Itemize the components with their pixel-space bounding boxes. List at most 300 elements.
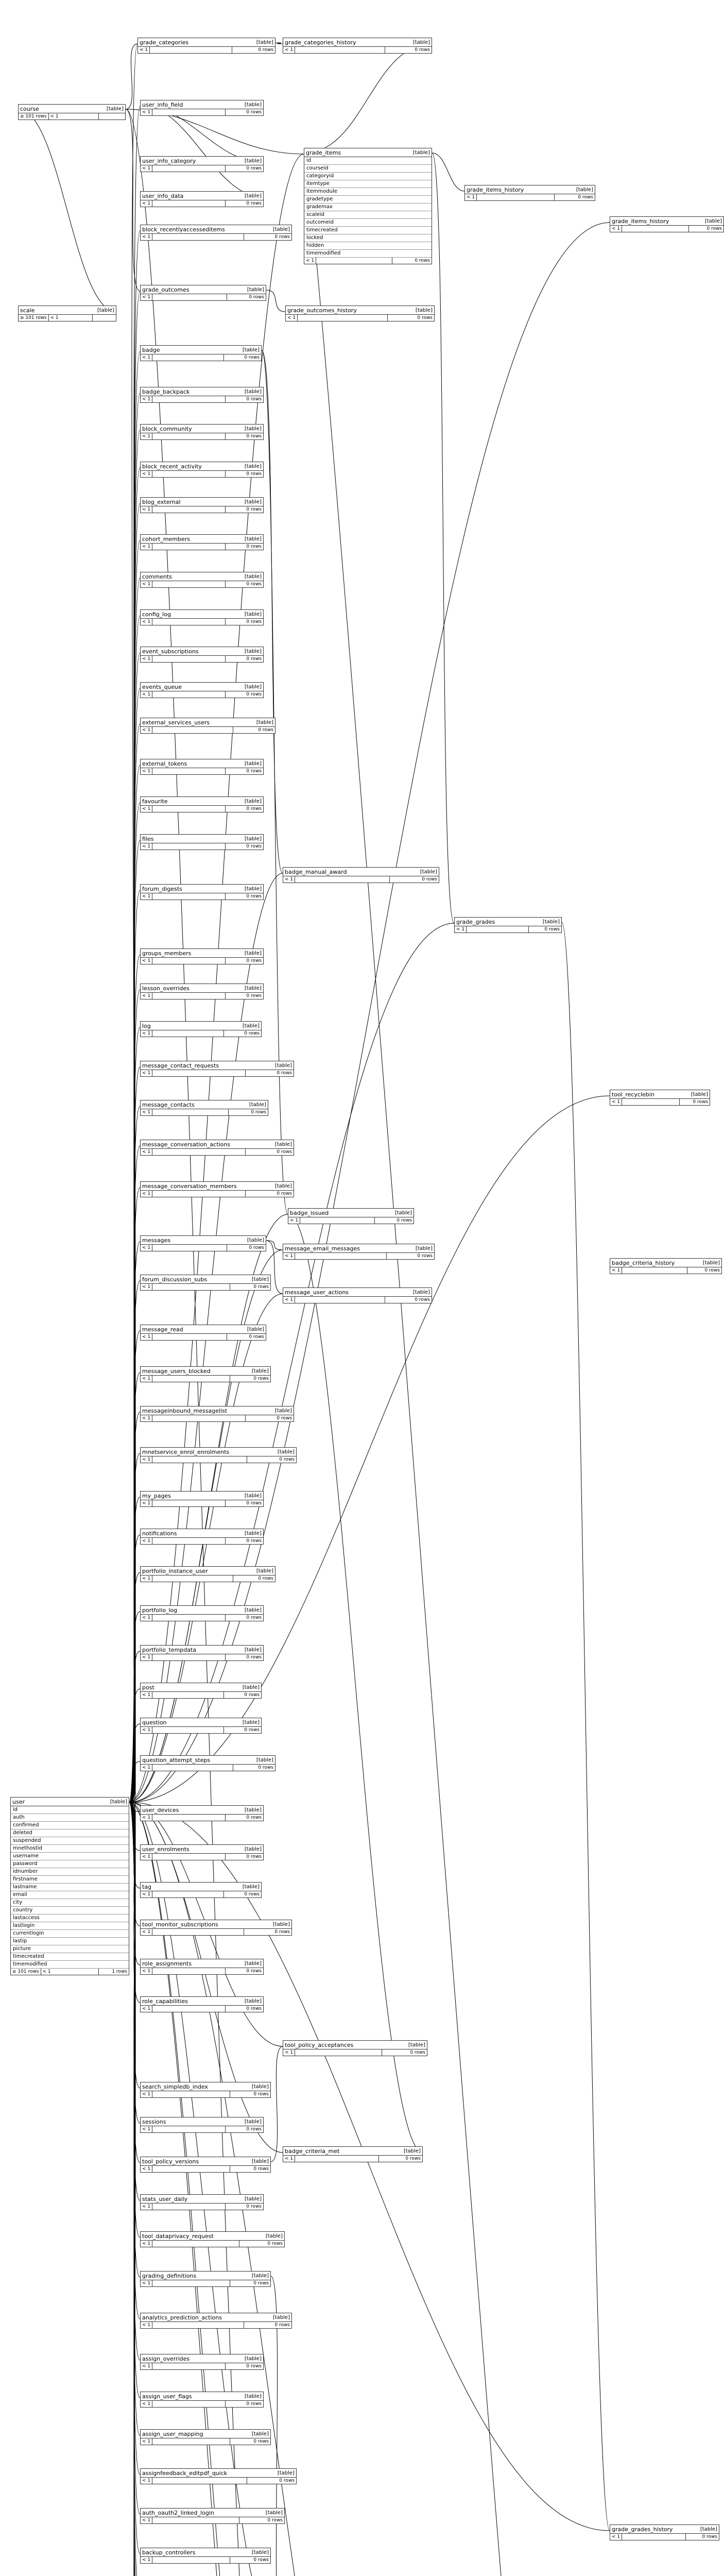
table-portfolio-tempdata[interactable] (140, 1645, 264, 1661)
column-row (11, 1837, 129, 1845)
table-block-community[interactable] (140, 424, 264, 440)
footer-parents (152, 806, 226, 812)
column-row (11, 1938, 129, 1945)
table-kind-tag: [table] (251, 2158, 269, 2164)
column-name: deleted (13, 1830, 32, 1836)
table-name: block_recentlyaccesseditems (142, 226, 225, 233)
column-name: timemodified (306, 250, 341, 256)
footer-children: < 1 (141, 1500, 152, 1506)
table-name: post (142, 1684, 154, 1691)
table-kind-tag: [table] (274, 1183, 292, 1189)
footer-children: < 1 (304, 258, 316, 264)
footer-rows: 0 rows (277, 1416, 292, 1421)
footer-parents (152, 1654, 226, 1660)
table-scale[interactable] (18, 306, 116, 321)
footer-parents (152, 544, 226, 550)
table-name: analytics_prediction_actions (142, 2314, 222, 2321)
table-lesson-overrides[interactable] (140, 984, 264, 999)
table-name: lesson_overrides (142, 985, 189, 992)
footer-children: < 1 (465, 194, 477, 200)
table-name: files (142, 835, 154, 842)
table-role-capabilities[interactable] (140, 1996, 264, 2012)
table-footer (283, 876, 439, 883)
table-header (141, 425, 263, 433)
table-files[interactable] (140, 834, 264, 850)
table-footer (141, 581, 263, 587)
table-post[interactable] (140, 1683, 262, 1699)
footer-rows: 0 rows (253, 2092, 269, 2097)
table-badge-backpack[interactable] (140, 387, 264, 403)
footer-parents (152, 2166, 230, 2172)
footer-rows: 1 rows (112, 1969, 127, 1974)
table-message-email-messages[interactable] (283, 1244, 435, 1260)
table-grade-categories[interactable] (137, 38, 275, 54)
table-kind-tag: [table] (256, 1568, 273, 1574)
table-message-conversation-actions[interactable] (140, 1140, 294, 1156)
footer-parents (622, 226, 689, 232)
table-header (283, 2041, 427, 2049)
footer-parents (152, 396, 226, 402)
table-external-tokens[interactable] (140, 759, 264, 775)
footer-parents (152, 581, 226, 587)
table-header (141, 610, 263, 619)
table-grade-grades-history[interactable] (610, 2524, 719, 2540)
footer-rows: 0 rows (246, 397, 262, 402)
table-header (141, 1756, 275, 1765)
table-message-read[interactable] (140, 1325, 266, 1341)
table-message-conversation-members[interactable] (140, 1181, 294, 1197)
table-forum-discussion-subs[interactable] (140, 1275, 271, 1291)
table-portfolio-log[interactable] (140, 1605, 264, 1621)
table-events-queue[interactable] (140, 682, 264, 698)
table-assign-overrides[interactable] (140, 2354, 264, 2370)
table-footer (610, 1099, 710, 1105)
footer-children: < 1 (283, 1297, 295, 1303)
footer-parents (152, 1334, 227, 1340)
table-user[interactable] (10, 1797, 129, 1975)
column-row (304, 242, 432, 250)
table-kind-tag: [table] (412, 1289, 430, 1295)
table-user-info-data[interactable] (140, 191, 264, 207)
table-portfolio-instance-user[interactable] (140, 1566, 275, 1582)
footer-children: < 1 (141, 1765, 152, 1771)
table-header (141, 2548, 270, 2557)
table-kind-tag: [table] (277, 2470, 295, 2476)
table-footer (141, 354, 261, 361)
footer-rows: 0 rows (246, 110, 262, 115)
footer-parents (152, 2478, 247, 2484)
footer-rows: 0 rows (246, 1854, 262, 1859)
table-kind-tag: [table] (394, 1210, 412, 1216)
footer-children: < 1 (141, 958, 152, 964)
column-name: suspended (13, 1838, 41, 1843)
table-grade-items[interactable] (304, 148, 432, 264)
table-footer (610, 226, 723, 232)
table-name: message_email_messages (285, 1245, 360, 1252)
footer-rows: 0 rows (258, 47, 273, 53)
table-footer (138, 47, 275, 53)
table-event-subscriptions[interactable] (140, 647, 264, 663)
table-kind-tag: [table] (244, 2393, 262, 2399)
table-kind-tag: [table] (244, 1998, 262, 2004)
table-name: favourite (142, 798, 168, 805)
footer-parents (152, 200, 226, 207)
table-header (138, 38, 275, 47)
table-forum-digests[interactable] (140, 884, 264, 900)
table-footer (141, 1891, 261, 1897)
footer-rows: 0 rows (253, 2439, 269, 2444)
table-assign-user-mapping[interactable] (140, 2429, 271, 2445)
footer-rows: 0 rows (249, 1334, 264, 1340)
table-badge[interactable] (140, 345, 262, 361)
table-user-enrolments[interactable] (140, 1844, 264, 1860)
table-name: search_simpledb_index (142, 2083, 208, 2090)
footer-children: < 1 (141, 2517, 152, 2523)
footer-children: < 1 (610, 1267, 622, 1274)
table-name: user (12, 1798, 25, 1805)
table-kind-tag: [table] (542, 919, 560, 925)
footer-rows: 0 rows (417, 315, 433, 320)
table-name: tool_dataprivacy_request (142, 2232, 214, 2240)
footer-parents (467, 926, 529, 933)
footer-parents (152, 2363, 226, 2369)
table-message-user-actions[interactable] (283, 1287, 432, 1303)
table-name: user_info_data (142, 192, 184, 199)
table-external-services-users[interactable] (140, 718, 275, 734)
table-footer (141, 1070, 294, 1076)
table-footer (141, 109, 263, 115)
table-kind-tag: [table] (247, 1326, 264, 1332)
footer-parents (152, 1284, 230, 1290)
table-footer (141, 2401, 263, 2407)
table-messages[interactable] (140, 1235, 266, 1251)
footer-parents (295, 2156, 379, 2162)
table-header (610, 1090, 710, 1099)
column-row (11, 1953, 129, 1961)
table-badge-criteria-met[interactable] (283, 2146, 423, 2162)
table-name: assign_user_flags (142, 2393, 192, 2400)
footer-rows: 0 rows (277, 1071, 292, 1076)
table-block-recent-activity[interactable] (140, 462, 264, 478)
table-stats-user-daily[interactable] (140, 2194, 264, 2210)
table-groups-members[interactable] (140, 948, 264, 964)
table-role-assignments[interactable] (140, 1959, 264, 1975)
table-kind-tag: [table] (251, 2431, 269, 2437)
table-tag[interactable] (140, 1882, 262, 1898)
table-footer (141, 471, 263, 477)
table-footer (141, 843, 263, 850)
table-grade-outcomes[interactable] (140, 285, 266, 301)
table-header (141, 1140, 294, 1149)
footer-parents (152, 2126, 226, 2132)
foreign-key-link (562, 922, 610, 2531)
footer-children: < 1 (141, 1815, 152, 1821)
table-name: event_subscriptions (142, 648, 199, 655)
table-footer (141, 1030, 261, 1037)
table-name: course (20, 105, 39, 112)
footer-parents (152, 1376, 230, 1382)
footer-rows: 0 rows (706, 226, 722, 231)
footer-children: < 1 (141, 354, 152, 361)
table-footer (141, 806, 263, 812)
footer-rows: 0 rows (246, 2127, 262, 2132)
footer-parents (150, 47, 232, 53)
footer-rows: 0 rows (246, 471, 262, 477)
table-badge-criteria-history[interactable] (610, 1258, 722, 1274)
column-name: lastname (13, 1884, 37, 1890)
foreign-key-link (140, 105, 264, 197)
table-name: tool_policy_acceptances (285, 2041, 354, 2048)
table-user-info-field[interactable] (140, 100, 264, 116)
table-name: forum_discussion_subs (142, 1276, 208, 1283)
table-kind-tag: [table] (242, 1023, 260, 1029)
table-tool-policy-versions[interactable] (140, 2157, 271, 2173)
table-footer (141, 2091, 270, 2097)
table-header (283, 38, 432, 47)
footer-rows: 0 rows (246, 2204, 262, 2209)
table-user-info-category[interactable] (140, 156, 264, 172)
footer-children: < 1 (141, 294, 152, 300)
footer-rows: 0 rows (277, 1191, 292, 1196)
footer-rows: 0 rows (415, 47, 430, 53)
footer-children: < 1 (141, 1538, 152, 1544)
table-auth-oauth2-linked-login[interactable] (140, 2508, 285, 2524)
table-name: message_conversation_members (142, 1182, 237, 1190)
footer-children: < 1 (141, 2438, 152, 2445)
footer-rows: 0 rows (246, 993, 262, 998)
table-name: portfolio_log (142, 1606, 178, 1614)
table-favourite[interactable] (140, 796, 264, 812)
table-kind-tag: [table] (244, 426, 262, 432)
table-name: assign_overrides (142, 2355, 190, 2362)
table-kind-tag: [table] (272, 2314, 290, 2320)
table-assignfeedback-editpdf-quick[interactable] (140, 2468, 297, 2484)
footer-rows: 0 rows (702, 2534, 717, 2539)
table-kind-tag: [table] (244, 2355, 262, 2362)
footer-rows: 0 rows (267, 2241, 283, 2246)
column-name: timecreated (306, 227, 338, 233)
table-kind-tag: [table] (247, 1237, 264, 1243)
footer-rows: 0 rows (246, 1969, 262, 1974)
table-footer (141, 2204, 263, 2210)
table-header (141, 1683, 261, 1692)
table-kind-tag: [table] (244, 950, 262, 956)
footer-rows (93, 315, 116, 321)
table-grade-grades[interactable] (454, 917, 562, 933)
footer-children: < 1 (610, 2534, 622, 2540)
table-header (141, 346, 261, 354)
footer-children: < 1 (141, 619, 152, 625)
table-badge-manual-award[interactable] (283, 867, 439, 883)
table-footer (19, 315, 116, 321)
table-kind-tag: [table] (242, 347, 260, 353)
table-grading-definitions[interactable] (140, 2271, 271, 2287)
table-name: badge (142, 346, 160, 353)
table-analytics-prediction-actions[interactable] (140, 2313, 292, 2329)
table-header (141, 2157, 270, 2166)
footer-children: < 1 (141, 1284, 152, 1290)
table-tool-dataprivacy-request[interactable] (140, 2231, 285, 2247)
column-name: locked (306, 235, 323, 241)
column-row (304, 204, 432, 211)
footer-rows: 0 rows (277, 1149, 292, 1155)
table-grade-categories-history[interactable] (283, 38, 432, 54)
table-search-simpledb-index[interactable] (140, 2082, 271, 2098)
table-name: question (142, 1719, 167, 1726)
table-name: backup_controllers (142, 2549, 196, 2556)
table-notifications[interactable] (140, 1529, 264, 1545)
table-block-recentlyaccesseditems[interactable] (140, 225, 292, 241)
table-kind-tag: [table] (415, 307, 433, 313)
table-messageinbound-messagelist[interactable] (140, 1406, 294, 1422)
table-question-attempt-steps[interactable] (140, 1755, 275, 1771)
footer-rows: 0 rows (244, 355, 260, 360)
table-grade-items-history2[interactable] (610, 216, 724, 232)
table-config-log[interactable] (140, 609, 264, 625)
column-row (11, 1868, 129, 1876)
table-kind-tag: [table] (244, 1647, 262, 1653)
table-course[interactable] (18, 104, 126, 120)
table-message-contacts[interactable] (140, 1100, 268, 1116)
table-header (141, 1448, 296, 1456)
table-comments[interactable] (140, 572, 264, 588)
table-footer (141, 1245, 266, 1251)
footer-rows: 0 rows (246, 166, 262, 171)
table-log[interactable] (140, 1021, 262, 1037)
footer-children: < 1 (141, 1109, 152, 1115)
column-name: currentlogin (13, 1930, 44, 1936)
column-name: scaleid (306, 212, 324, 217)
footer-children: < 1 (610, 1099, 622, 1105)
table-header (141, 797, 263, 806)
footer-children: < 1 (138, 47, 150, 53)
table-header (141, 1100, 268, 1109)
table-footer (141, 2363, 263, 2369)
footer-rows: 0 rows (415, 1297, 430, 1302)
column-name: itemmodule (306, 189, 338, 194)
footer-parents (622, 1267, 687, 1274)
table-badge-issued[interactable] (288, 1208, 414, 1224)
table-footer (141, 2438, 270, 2445)
footer-parents (152, 1815, 226, 1821)
footer-children: < 1 (141, 1191, 152, 1197)
table-kind-tag: [table] (576, 187, 593, 193)
table-kind-tag: [table] (256, 1757, 273, 1763)
table-backup-controllers[interactable] (140, 2548, 271, 2564)
table-name: grade_grades_history (612, 2526, 673, 2533)
column-row (11, 1884, 129, 1891)
table-header (141, 1236, 266, 1245)
table-cohort-members[interactable] (140, 534, 264, 550)
footer-parents (152, 2322, 244, 2328)
footer-children: < 1 (141, 2126, 152, 2132)
column-row (304, 227, 432, 234)
course-foreign-key-link (126, 109, 140, 291)
table-header (141, 1883, 261, 1891)
footer-parents (295, 47, 385, 53)
footer-parents (152, 691, 226, 698)
footer-children: < 1 (141, 1854, 152, 1860)
table-sessions[interactable] (140, 2117, 264, 2133)
table-tool-recyclebin[interactable] (610, 1090, 710, 1106)
table-assign-user-flags[interactable] (140, 2392, 264, 2408)
foreign-key-link (288, 1213, 423, 2153)
footer-rows: 0 rows (249, 295, 264, 300)
footer-parents (152, 993, 226, 999)
footer-parents (152, 506, 226, 513)
footer-parents: < 1 (49, 315, 93, 321)
column-row (304, 196, 432, 204)
column-name: hidden (306, 243, 324, 248)
table-footer (141, 2280, 270, 2286)
table-footer (141, 2478, 296, 2484)
table-message-users-blocked[interactable] (140, 1366, 271, 1382)
footer-parents (298, 315, 388, 321)
footer-parents (477, 194, 555, 200)
table-header (141, 2272, 270, 2280)
table-mnetservice-enrol-enrolments[interactable] (140, 1447, 297, 1463)
table-grade-outcomes-history[interactable] (285, 306, 435, 321)
table-kind-tag: [table] (242, 1884, 260, 1890)
table-kind-tag: [table] (415, 1245, 433, 1251)
table-user-devices[interactable] (140, 1805, 264, 1821)
table-footer (141, 1815, 263, 1821)
footer-rows: 0 rows (246, 894, 262, 899)
table-kind-tag: [table] (244, 886, 262, 892)
footer-parents (152, 958, 226, 964)
table-tool-monitor-subscriptions[interactable] (140, 1920, 292, 1936)
table-name: question_attempt_steps (142, 1756, 211, 1764)
table-message-contact-requests[interactable] (140, 1061, 294, 1077)
foreign-key-link (275, 43, 283, 44)
table-name: grade_categories_history (285, 39, 356, 46)
footer-parents (152, 2091, 230, 2097)
column-row (11, 1961, 129, 1969)
table-kind-tag: [table] (700, 2526, 717, 2532)
footer-rows: 0 rows (397, 1218, 412, 1223)
table-name: notifications (142, 1530, 177, 1537)
table-header (141, 2430, 270, 2438)
table-name: messageinbound_messagelist (142, 1407, 228, 1414)
column-name: timecreated (13, 1954, 44, 1959)
table-footer (141, 1765, 275, 1771)
footer-rows: 0 rows (267, 2518, 283, 2523)
footer-children: < 1 (141, 1968, 152, 1974)
footer-rows: 0 rows (246, 692, 262, 697)
column-name: itemtype (306, 181, 330, 187)
table-header (141, 2117, 263, 2126)
column-name: firstname (13, 1876, 38, 1882)
table-question[interactable] (140, 1718, 262, 1734)
footer-rows: 0 rows (258, 1765, 273, 1770)
footer-children: < 1 (141, 396, 152, 402)
grade-items-foreign-key-link (432, 153, 454, 923)
table-blog-external[interactable] (140, 497, 264, 513)
table-footer (283, 1253, 434, 1259)
table-footer (141, 2322, 291, 2328)
table-header (141, 1806, 263, 1815)
table-footer (141, 1854, 263, 1860)
table-footer (455, 926, 561, 933)
footer-rows: 0 rows (246, 434, 262, 439)
table-tool-policy-acceptances[interactable] (283, 2040, 427, 2056)
column-row (11, 1899, 129, 1907)
column-name: lastaccess (13, 1915, 40, 1921)
table-my-pages[interactable] (140, 1491, 264, 1507)
table-header (141, 2469, 296, 2478)
table-header (141, 1325, 266, 1334)
table-grade-items-history[interactable] (464, 185, 595, 201)
